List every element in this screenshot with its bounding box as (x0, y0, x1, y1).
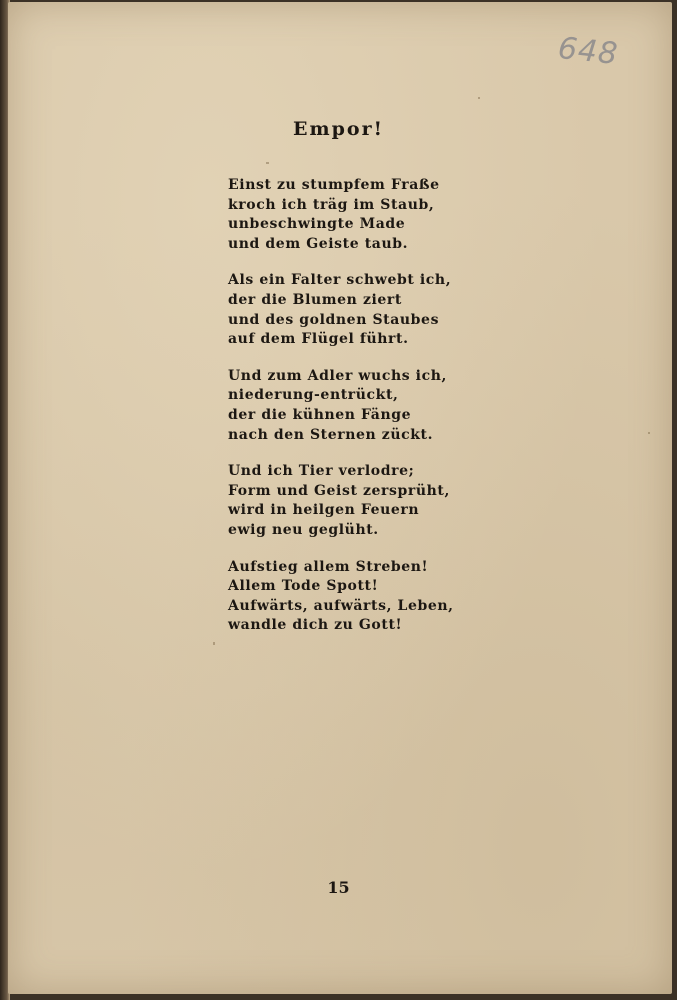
poem-line: auf dem Flügel führt. (228, 331, 409, 348)
poem-line: Form und Geist zersprüht, (228, 482, 450, 499)
stanza (228, 558, 528, 636)
poem-title: Empor! (293, 118, 384, 140)
poem-line: der die Blumen ziert (228, 291, 402, 308)
poem-line: nach den Sternen zückt. (228, 426, 434, 443)
page-number: 15 (327, 878, 350, 897)
paper-speck (648, 432, 650, 434)
stanza (228, 367, 528, 445)
poem-line: ewig neu geglüht. (228, 521, 379, 538)
poem-line: wandle dich zu Gott! (228, 617, 403, 634)
stanza (228, 462, 528, 540)
pencil-page-annotation: 648 (556, 30, 620, 73)
poem-line: Und zum Adler wuchs ich, (228, 367, 447, 384)
paper-speck (478, 97, 480, 99)
poem-line: Und ich Tier verlodre; (228, 463, 415, 480)
stanza (228, 271, 528, 349)
poem-line: niederung-entrückt, (228, 387, 399, 404)
poem-line: kroch ich träg im Staub, (228, 196, 435, 213)
poem-body (228, 176, 528, 653)
paper-speck (266, 162, 269, 164)
poem-line: wird in heilgen Feuern (228, 502, 420, 519)
poem-line: Aufwärts, aufwärts, Leben, (228, 597, 454, 614)
poem-line: der die kühnen Fänge (228, 406, 412, 423)
poem-line: Aufstieg allem Streben! (228, 558, 429, 575)
poem-line: Als ein Falter schwebt ich, (228, 272, 452, 289)
poem-line: Allem Tode Spott! (228, 578, 379, 595)
poem-line: und dem Geiste taub. (228, 235, 409, 252)
poem-line: Einst zu stumpfem Fraße (228, 177, 440, 193)
poem-line: unbeschwingte Made (228, 216, 406, 233)
stanza (228, 176, 528, 254)
poem-line: und des goldnen Staubes (228, 311, 440, 328)
paper-speck (213, 642, 215, 645)
